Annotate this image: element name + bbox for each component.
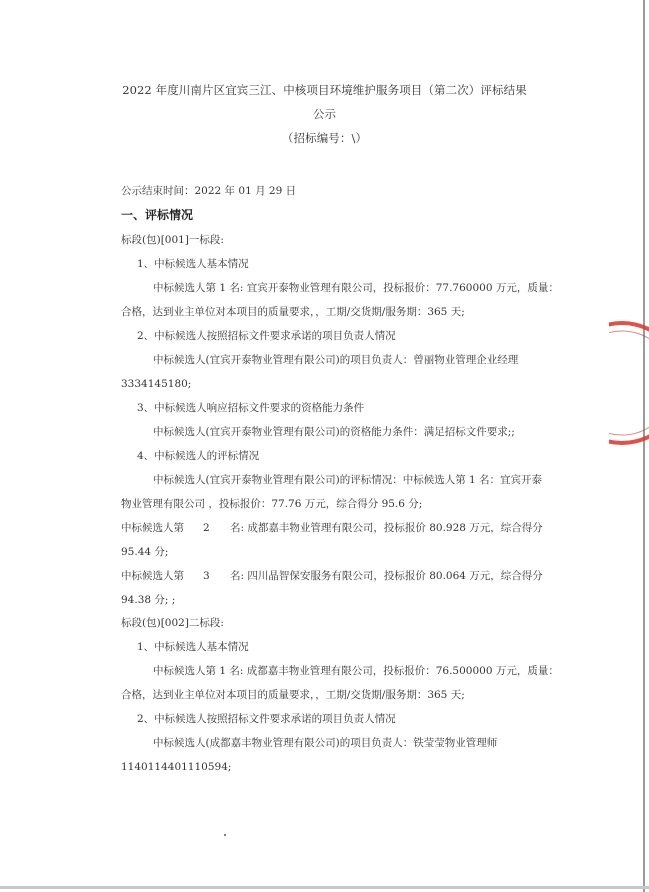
lot1-header: 标段(包)[001]一标段: xyxy=(121,234,224,246)
lot1-item3-heading: 3、中标候选人响应招标文件要求的资格能力条件 xyxy=(137,402,365,414)
lot2-header: 标段(包)[002]二标段: xyxy=(121,617,224,629)
lot1-item1-heading: 1、中标候选人基本情况 xyxy=(137,258,249,270)
doc-title-line2: 公示 xyxy=(312,107,337,121)
section-heading-evaluation: 一、评标情况 xyxy=(121,208,194,222)
lot1-candidate2-text: 名: 成都嘉丰物业管理有限公司，投标报价 80.928 万元，综合得分 xyxy=(230,522,543,534)
lot2-item2-heading: 2、中标候选人按照招标文件要求承诺的项目负责人情况 xyxy=(137,713,396,725)
tender-number: （招标编号：\） xyxy=(281,131,368,145)
lot1-candidate3-label: 中标候选人第 xyxy=(121,570,184,582)
lot1-item3-text1: 中标候选人(宜宾开泰物业管理有限公司)的资格能力条件：满足招标文件要求;; xyxy=(153,426,515,438)
lot1-item2-text2: 3334145180; xyxy=(121,378,192,390)
lot1-candidate2-rank: 2 xyxy=(203,522,210,534)
lot2-item2-text2: 1140114401110594; xyxy=(121,761,232,773)
lot1-item2-heading: 2、中标候选人按照招标文件要求承诺的项目负责人情况 xyxy=(137,330,396,342)
page-border-bottom xyxy=(0,886,649,889)
lot1-item4-heading: 4、中标候选人的评标情况 xyxy=(137,450,260,462)
lot1-candidate3-score: 94.38 分; ; xyxy=(121,594,176,606)
lot2-item1-heading: 1、中标候选人基本情况 xyxy=(137,641,249,653)
lot1-item1-text1: 中标候选人第 1 名: 宜宾开泰物业管理有限公司，投标报价：77.760000 万元，质量： xyxy=(153,282,559,294)
lot1-item4-text2: 物业管理有限公司 ，投标报价：77.76 万元，综合得分 95.6 分; xyxy=(121,498,423,510)
lot2-item1-text2: 合格，达到业主单位对本项目的质量要求，，工期/交货期/服务期：365 天; xyxy=(121,689,465,701)
lot2-item1-text1: 中标候选人第 1 名: 成都嘉丰物业管理有限公司，投标报价：76.500000 万元，质量： xyxy=(153,665,559,677)
doc-title-line1: 2022 年度川南片区宜宾三江、中核项目环境维护服务项目（第二次）评标结果 xyxy=(122,83,527,97)
scan-speck xyxy=(224,834,226,836)
lot1-item1-text2: 合格，达到业主单位对本项目的质量要求，，工期/交货期/服务期：365 天; xyxy=(121,306,465,318)
lot1-candidate3-text: 名: 四川晶智保安服务有限公司，投标报价 80.064 万元，综合得分 xyxy=(230,570,543,582)
lot1-candidate3-rank: 3 xyxy=(203,570,210,582)
lot1-item4-text1: 中标候选人(宜宾开泰物业管理有限公司)的评标情况：中标候选人第 1 名：宜宾开泰 xyxy=(153,474,543,486)
lot1-candidate2-label: 中标候选人第 xyxy=(121,522,184,534)
lot1-item2-text1: 中标候选人(宜宾开泰物业管理有限公司)的项目负责人：曾丽物业管理企业经理 xyxy=(153,354,519,366)
lot1-candidate2-score: 95.44 分; xyxy=(121,546,169,558)
lot2-item2-text1: 中标候选人(成都嘉丰物业管理有限公司)的项目负责人：铁莹莹物业管理师 xyxy=(153,737,498,749)
official-seal: 川南 xyxy=(609,318,649,448)
announce-end-time: 公示结束时间：2022 年 01 月 29 日 xyxy=(121,185,297,197)
